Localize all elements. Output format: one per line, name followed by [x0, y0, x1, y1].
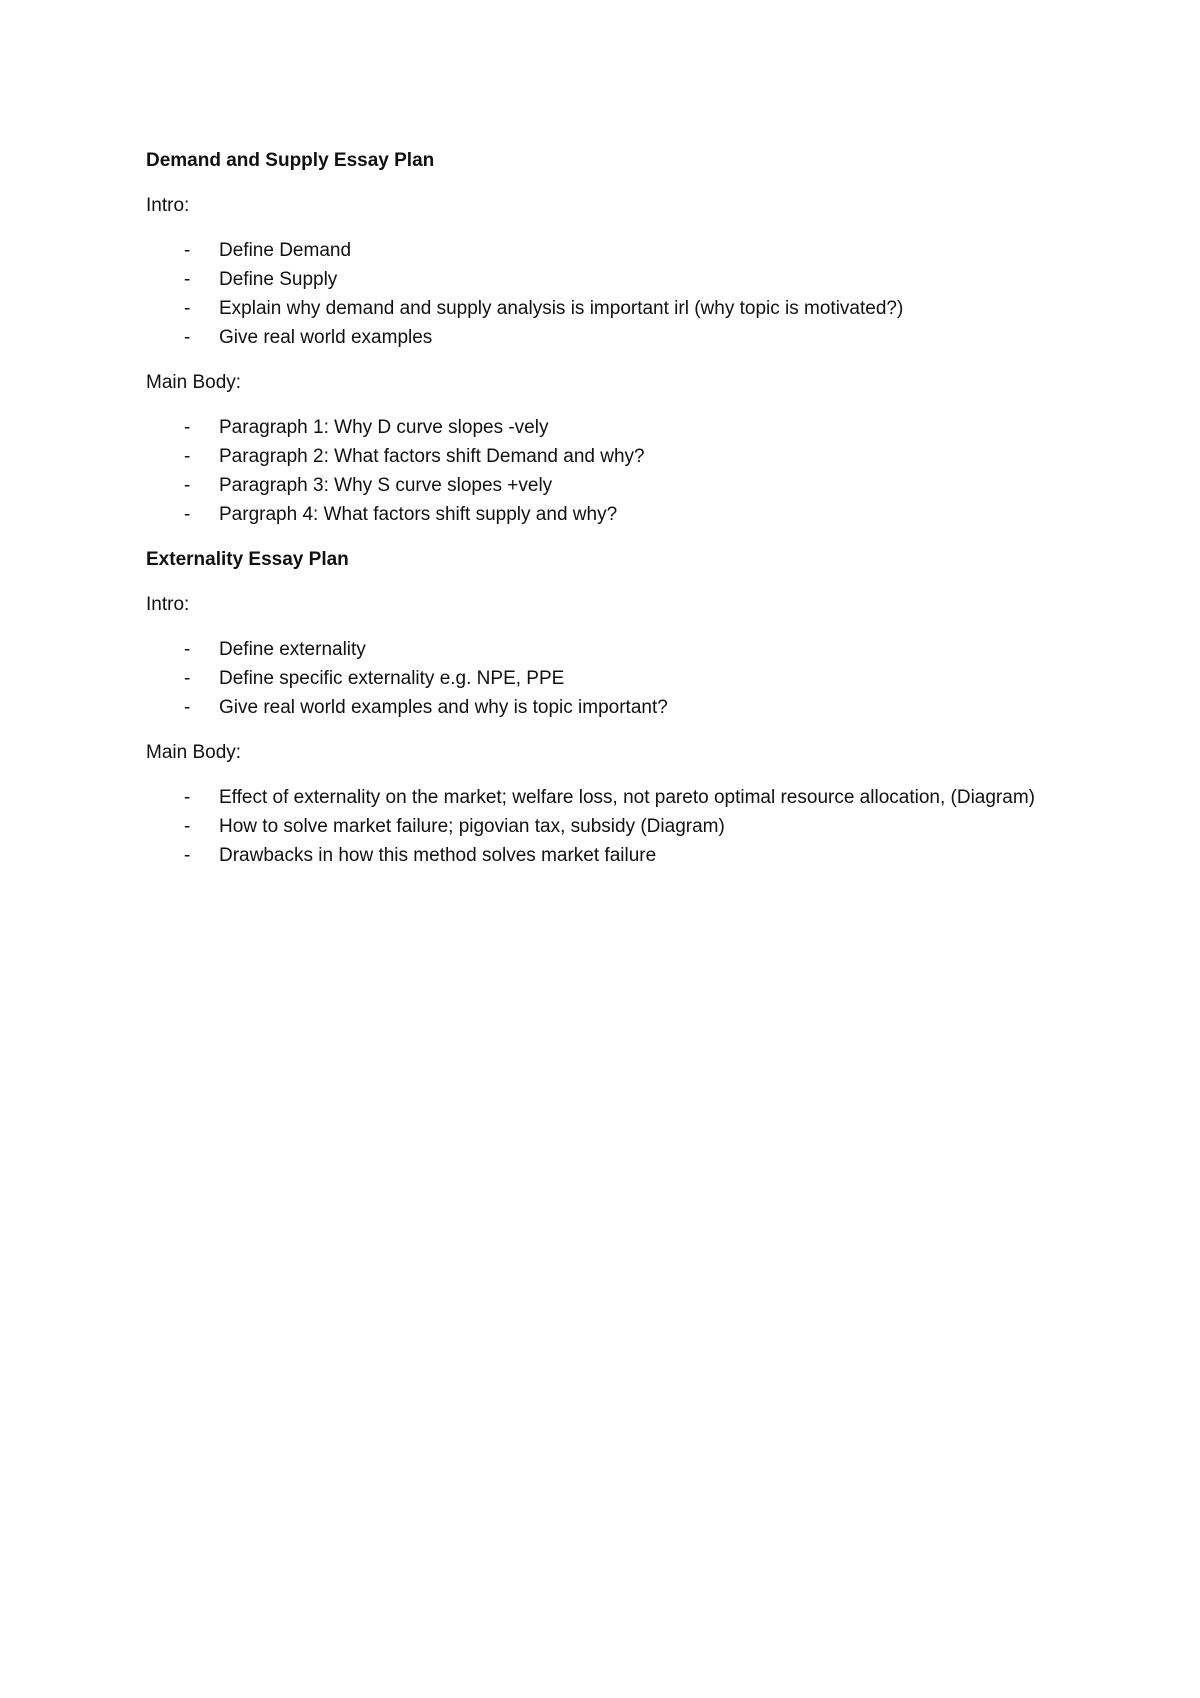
bullet-dash: - [184, 298, 191, 319]
bullet-dash: - [184, 240, 191, 261]
list-item [146, 500, 1046, 529]
main-body-label: Main Body: [146, 372, 242, 393]
bullet-dash: - [184, 639, 191, 660]
list-item-text: Give real world examples and why is topic important? [219, 697, 668, 718]
list-item [146, 635, 1046, 664]
list-item-text: Explain why demand and supply analysis is important irl (why topic is motivated?) [219, 298, 904, 319]
main-body-list [146, 783, 1046, 870]
intro-list [146, 635, 1046, 722]
list-item-text: Effect of externality on the market; welfare loss, not pareto optimal resource allocation, (Diagram) [219, 787, 1035, 808]
list-item [146, 294, 1046, 323]
intro-label: Intro: [146, 594, 190, 615]
list-item-text: Paragraph 2: What factors shift Demand and why? [219, 446, 645, 467]
list-item [146, 783, 1046, 812]
list-item [146, 265, 1046, 294]
bullet-dash: - [184, 816, 191, 837]
bullet-dash: - [184, 697, 191, 718]
section-title-demand-supply: Demand and Supply Essay Plan [146, 150, 435, 171]
bullet-dash: - [184, 327, 191, 348]
list-item [146, 841, 1046, 870]
list-item-text: Define externality [219, 639, 366, 660]
list-item-text: Paragraph 1: Why D curve slopes -vely [219, 417, 549, 438]
main-body-label: Main Body: [146, 742, 242, 763]
bullet-dash: - [184, 475, 191, 496]
bullet-dash: - [184, 269, 191, 290]
list-item-text: Define specific externality e.g. NPE, PPE [219, 668, 565, 689]
bullet-dash: - [184, 446, 191, 467]
bullet-dash: - [184, 787, 191, 808]
list-item-text: Drawbacks in how this method solves market failure [219, 845, 657, 866]
bullet-dash: - [184, 417, 191, 438]
section-title-externality: Externality Essay Plan [146, 549, 349, 570]
list-item [146, 664, 1046, 693]
list-item [146, 236, 1046, 265]
list-item [146, 323, 1046, 352]
list-item-text: Define Supply [219, 269, 338, 290]
bullet-dash: - [184, 504, 191, 525]
list-item [146, 812, 1046, 841]
list-item-text: How to solve market failure; pigovian tax, subsidy (Diagram) [219, 816, 725, 837]
list-item [146, 693, 1046, 722]
bullet-dash: - [184, 668, 191, 689]
list-item [146, 442, 1046, 471]
list-item-text: Pargraph 4: What factors shift supply and why? [219, 504, 618, 525]
list-item [146, 471, 1046, 500]
intro-label: Intro: [146, 195, 190, 216]
list-item-text: Paragraph 3: Why S curve slopes +vely [219, 475, 553, 496]
list-item-text: Give real world examples [219, 327, 433, 348]
list-item [146, 413, 1046, 442]
bullet-dash: - [184, 845, 191, 866]
main-body-list [146, 413, 1046, 529]
list-item-text: Define Demand [219, 240, 352, 261]
intro-list [146, 236, 1046, 352]
document-content [146, 146, 1046, 886]
